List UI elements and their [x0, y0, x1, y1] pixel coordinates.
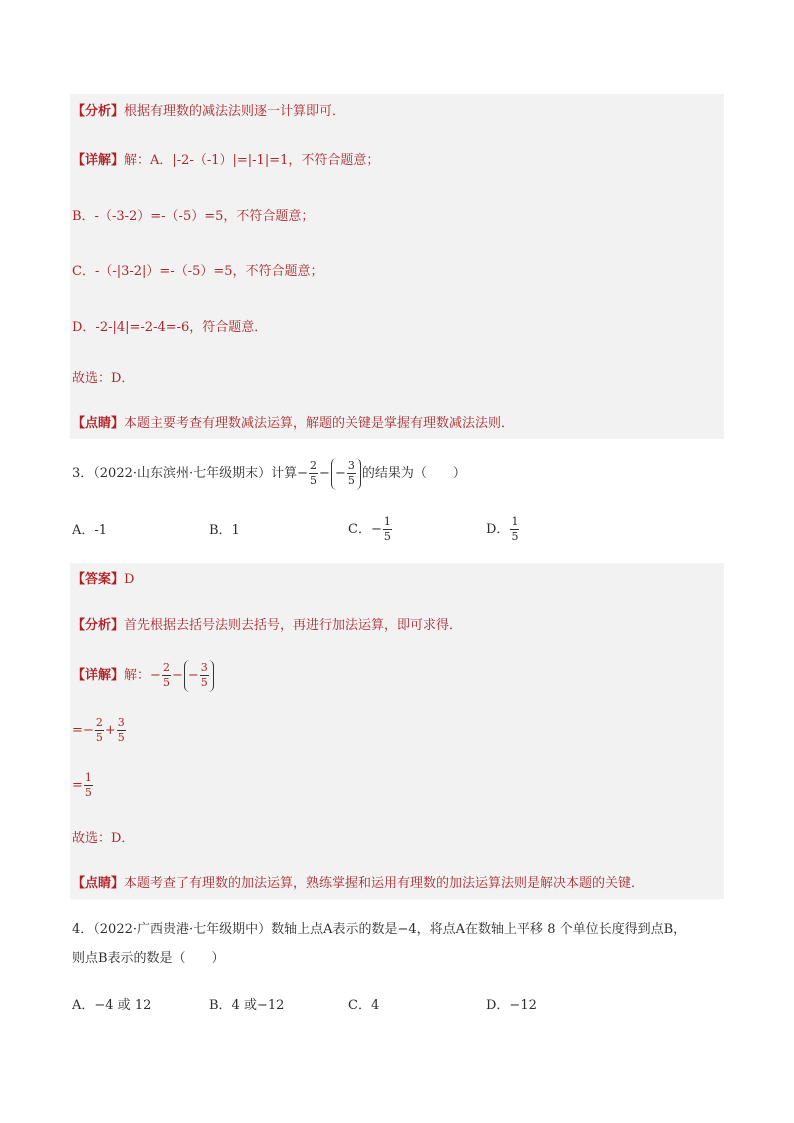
analysis-tag: 【分析】 [72, 104, 125, 119]
analysis-tag: 【分析】 [72, 618, 125, 633]
detail-a-text: 解：A．|-2-（-1）|=|-1|=1，不符合题意； [124, 153, 380, 168]
fraction-1-5 [383, 516, 392, 543]
numerator: 3 [200, 661, 208, 674]
q3-detail [72, 658, 215, 694]
q3-analysis [72, 617, 462, 635]
q3-option-d [486, 512, 520, 548]
denominator: 5 [383, 530, 391, 543]
denominator: 5 [347, 474, 355, 487]
fraction-1-5 [510, 516, 519, 543]
q3-stem-suffix: 的结果为（ ） [361, 466, 466, 481]
answer-tag: 【答案】 [72, 572, 125, 587]
option-label: D． [486, 522, 510, 537]
minus-sign: − [171, 668, 183, 683]
comment-tag: 【点睛】 [72, 876, 125, 891]
numerator: 1 [84, 771, 92, 784]
minus-sign: − [319, 466, 330, 481]
fraction-1-5 [84, 772, 93, 799]
detail-tag: 【详解】 [72, 668, 125, 683]
numerator: 1 [383, 515, 391, 528]
q2-detail-b: B．-（-3-2）=-（-5）=5，不符合题意； [72, 209, 315, 224]
q3-option-a: A．-1 [72, 523, 108, 538]
fraction-2-5 [162, 662, 171, 689]
q3-comment [72, 875, 644, 893]
fraction-2-5 [309, 460, 318, 487]
q3-stem-prefix: 3．（2022·山东滨州·七年级期末）计算 [72, 466, 298, 481]
q4-option-c: C．4 [348, 998, 380, 1013]
minus-sign: − [187, 667, 199, 683]
comment-text: 本题考查了有理数的加法运算，熟练掌握和运用有理数的加法运算法则是解决本题的关键． [124, 876, 645, 891]
q3-option-b: B．1 [209, 523, 240, 538]
q3-stem [72, 456, 466, 492]
q2-choose: 故选：D． [72, 371, 135, 386]
q4-option-b: B．4 或−12 [209, 998, 285, 1013]
numerator: 2 [162, 661, 170, 674]
fraction-2-5 [95, 717, 104, 744]
equals-sign: = [72, 723, 83, 738]
fraction-3-5 [117, 717, 126, 744]
denominator: 5 [117, 731, 125, 744]
numerator: 1 [511, 515, 519, 528]
denominator: 5 [511, 530, 519, 543]
parenthesized-fraction [184, 660, 214, 692]
denominator: 5 [162, 676, 170, 689]
analysis-text: 首先根据去括号法则去括号，再进行加法运算，即可求得． [124, 618, 463, 633]
q3-answer [72, 571, 134, 589]
equals-sign: = [72, 778, 83, 793]
q3-solution-band [70, 563, 724, 899]
comment-text: 本题主要考查有理数减法运算，解题的关键是掌握有理数减法法则． [124, 416, 515, 431]
q3-step-2 [72, 768, 94, 804]
minus-sign: − [82, 723, 94, 738]
parenthesized-fraction [331, 458, 361, 490]
q4-option-a: A．−4 或 12 [72, 998, 152, 1013]
fraction-3-5 [347, 460, 356, 487]
numerator: 2 [95, 716, 103, 729]
q2-analysis [72, 103, 345, 121]
minus-sign: − [370, 522, 382, 537]
minus-sign: − [297, 466, 309, 481]
denominator: 5 [310, 474, 318, 487]
answer-value: D [124, 572, 135, 587]
denominator: 5 [200, 676, 208, 689]
detail-tag: 【详解】 [72, 153, 125, 168]
minus-sign: − [334, 465, 346, 481]
fraction-3-5 [200, 662, 209, 689]
q4-option-d: D．−12 [486, 998, 537, 1013]
q3-choose: 故选：D． [72, 831, 135, 846]
q2-detail-c: C．-（-|3-2|）=-（-5）=5，不符合题意； [72, 264, 324, 279]
detail-prefix: 解： [124, 668, 151, 683]
q3-step-1 [72, 713, 127, 749]
q4-stem-line1: 4．（2022·广西贵港·七年级期中）数轴上点A表示的数是−4，将点A在数轴上平移 8 个单位长度得到点B， [72, 922, 687, 937]
q4-stem-line2: 则点B表示的数是（ ） [72, 951, 225, 966]
numerator: 3 [117, 716, 125, 729]
q3-option-c [348, 512, 393, 548]
numerator: 3 [347, 459, 355, 472]
q2-detail-d: D．-2-|4|=-2-4=-6，符合题意． [72, 320, 268, 335]
q2-detail-a [72, 152, 379, 170]
plus-sign: + [104, 723, 116, 738]
numerator: 2 [310, 459, 318, 472]
q2-comment [72, 415, 514, 433]
option-label: C． [348, 522, 371, 537]
denominator: 5 [84, 786, 92, 799]
minus-sign: − [150, 668, 161, 683]
denominator: 5 [95, 731, 103, 744]
analysis-text: 根据有理数的减法法则逐一计算即可． [124, 104, 346, 119]
comment-tag: 【点睛】 [72, 416, 125, 431]
